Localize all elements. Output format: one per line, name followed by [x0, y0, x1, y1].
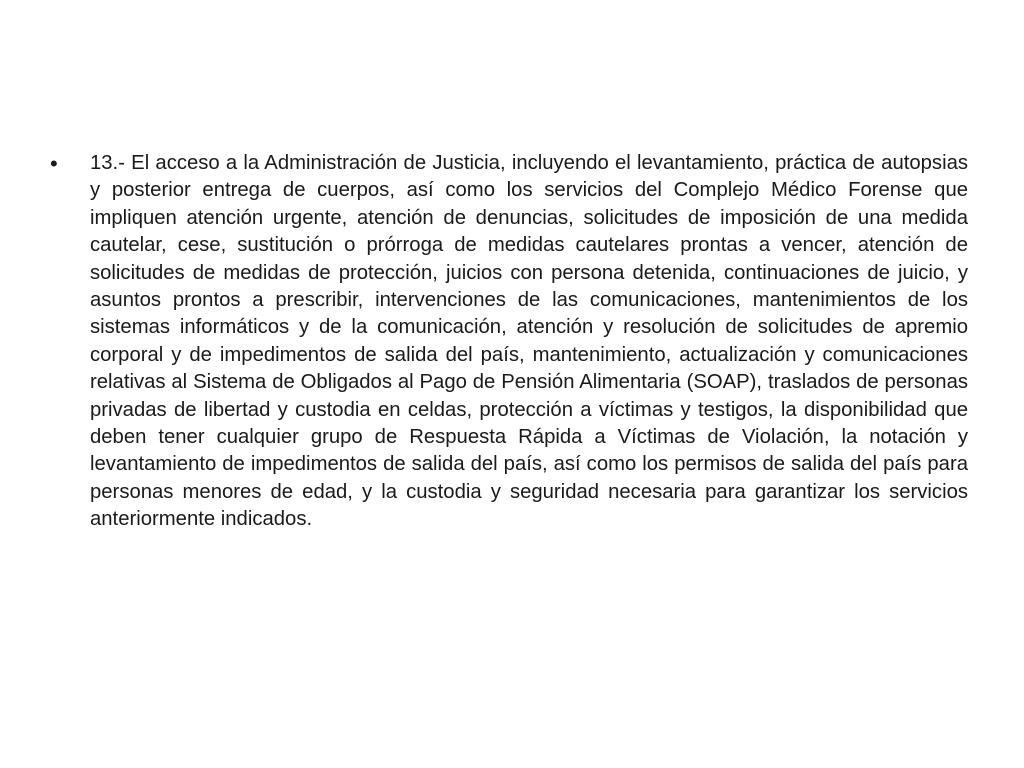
bullet-item — [48, 150, 968, 534]
bullet-marker: • — [50, 151, 58, 176]
bullet-text: 13.- El acceso a la Administración de Justicia, incluyendo el levantamiento, práctica de autopsias y posterior entrega de cuerpos, así como los servicios del Complejo Médico Forense que impliquen atención urgente, atención de denuncias, solicitudes de imposición de una medida cautelar, cese, sustitución o prórroga de medidas cautelares prontas a vencer, atención de solicitudes de medidas de protección, juicios con persona detenida, continuaciones de juicio, y asuntos prontos a prescribir, intervenciones de las comunicaciones, mantenimientos de los sistemas informáticos y de la comunicación, atención y resolución de solicitudes de apremio corporal y de impedimentos de salida del país, mantenimiento, actualización y comunicaciones relativas al Sistema de Obligados al Pago de Pensión Alimentaria (SOAP), traslados de personas privadas de libertad y custodia en celdas, protección a víctimas y testigos, la disponibilidad que deben tener cualquier grupo de Respuesta Rápida a Víctimas de Violación, la notación y levantamiento de impedimentos de salida del país, así como los permisos de salida del país para personas menores de edad, y la custodia y seguridad necesaria para garantizar los servicios anteriormente indicados. — [90, 152, 968, 531]
bullet-list — [48, 150, 968, 534]
